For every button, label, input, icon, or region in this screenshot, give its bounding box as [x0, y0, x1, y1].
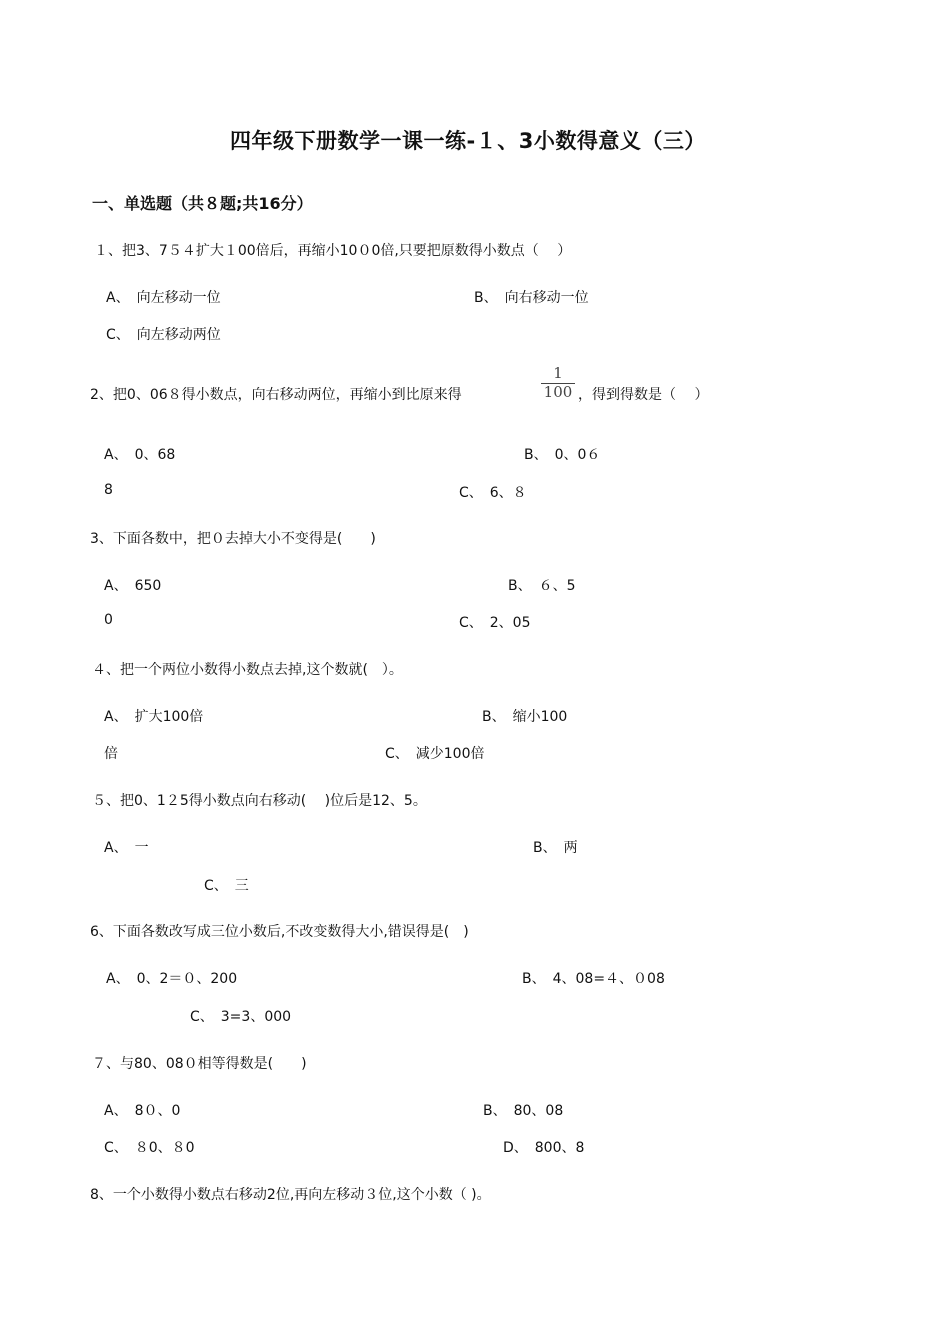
question-6-option-a: A、 0、2＝０、200 — [106, 971, 238, 987]
question-2-option-b-wrap: 8 — [104, 482, 113, 498]
question-2-option-c: C、 6、８ — [459, 485, 527, 501]
page-title: 四年级下册数学一课一练-１、3小数得意义（三） — [230, 129, 706, 153]
question-5-text: ５、把0、1２5得小数点向右移动( )位后是12、5。 — [92, 793, 427, 809]
question-3-text: 3、下面各数中，把０去掉大小不变得是( ) — [90, 531, 376, 547]
question-2-option-a: A、 0、68 — [104, 447, 176, 463]
question-3-option-b: B、 ６、5 — [508, 578, 576, 594]
question-3-option-c: C、 2、05 — [459, 615, 531, 631]
question-7-option-d: D、 800、8 — [503, 1140, 585, 1156]
question-7-option-b: B、 80、08 — [483, 1103, 564, 1119]
section-heading: 一、单选题（共８题;共16分） — [92, 194, 313, 213]
question-2-fraction — [541, 366, 575, 400]
question-3-option-a: A、 650 — [104, 578, 162, 594]
question-1-option-a: A、 向左移动一位 — [106, 290, 221, 306]
question-4-option-b-wrap: 倍 — [104, 746, 118, 762]
fraction-denominator: 100 — [543, 383, 573, 401]
question-7-text: ７、与80、08０相等得数是( ) — [92, 1056, 307, 1072]
fraction-numerator: 1 — [553, 364, 563, 382]
question-8-text: 8、一个小数得小数点右移动2位,再向左移动３位,这个小数（ )。 — [90, 1187, 491, 1203]
question-6-option-b: B、 4、08=４、０08 — [522, 971, 665, 987]
question-6-text: 6、下面各数改写成三位小数后,不改变数得大小,错误得是( ) — [90, 924, 469, 940]
question-7-option-c: C、 ８0、８0 — [104, 1140, 195, 1156]
question-4-option-a: A、 扩大100倍 — [104, 709, 204, 725]
question-5-option-c: C、 三 — [204, 878, 249, 894]
question-1-option-b: B、 向右移动一位 — [474, 290, 589, 306]
question-5-option-a: A、 一 — [104, 840, 149, 856]
question-1-text: １、把3、7５４扩大１00倍后，再缩小10０0倍,只要把原数得小数点（ ） — [94, 243, 572, 259]
question-3-option-b-wrap: 0 — [104, 612, 113, 628]
question-2-option-b: B、 0、0６ — [524, 447, 601, 463]
question-2-text-after: ，得到得数是（ ） — [578, 387, 709, 403]
question-7-option-a: A、 8０、0 — [104, 1103, 181, 1119]
question-6-option-c: C、 3=3、000 — [190, 1009, 292, 1025]
question-1-option-c: C、 向左移动两位 — [106, 327, 221, 343]
question-4-option-c: C、 减少100倍 — [385, 746, 485, 762]
question-5-option-b: B、 两 — [533, 840, 578, 856]
question-4-option-b: B、 缩小100 — [482, 709, 568, 725]
question-2-text-before: 2、把0、06８得小数点，向右移动两位，再缩小到比原来得 — [90, 387, 462, 403]
question-4-text: ４、把一个两位小数得小数点去掉,这个数就( ）。 — [92, 662, 403, 678]
